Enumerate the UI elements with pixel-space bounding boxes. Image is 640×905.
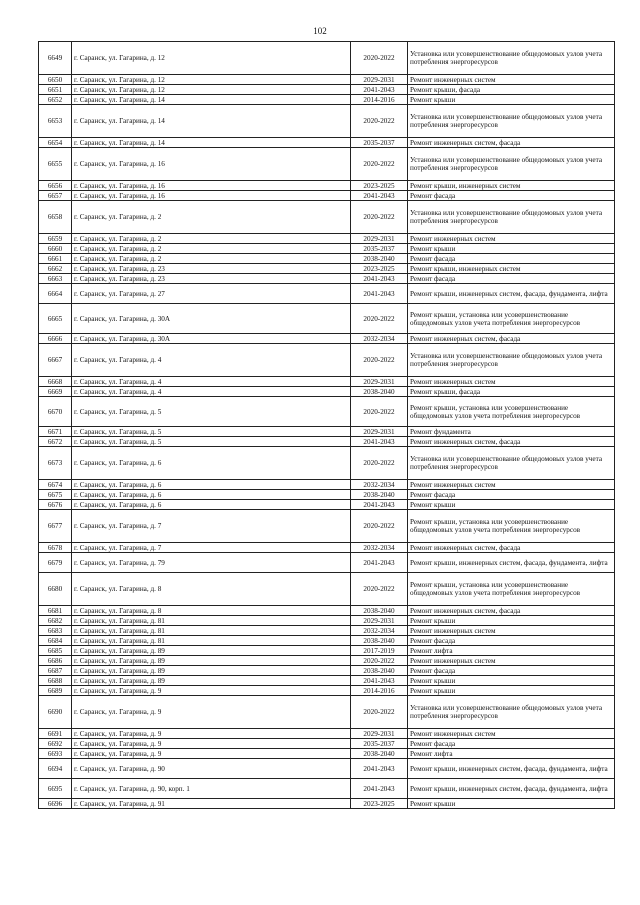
row-address: г. Саранск, ул. Гагарина, д. 23 xyxy=(72,264,351,274)
row-address: г. Саранск, ул. Гагарина, д. 6 xyxy=(72,447,351,480)
row-number: 6687 xyxy=(39,666,72,676)
row-number: 6659 xyxy=(39,234,72,244)
row-period: 2023-2025 xyxy=(351,264,408,274)
row-address: г. Саранск, ул. Гагарина, д. 8 xyxy=(72,573,351,606)
row-number: 6663 xyxy=(39,274,72,284)
table-row xyxy=(39,616,615,626)
row-period: 2041-2043 xyxy=(351,437,408,447)
row-period: 2020-2022 xyxy=(351,397,408,427)
row-work-type: Ремонт крыши, инженерных систем, фасада, фундамента, лифта xyxy=(408,779,615,799)
row-work-type: Установка или усовершенствование общедомовых узлов учета потребления энергоресурсов xyxy=(408,148,615,181)
row-period: 2032-2034 xyxy=(351,543,408,553)
table-row xyxy=(39,626,615,636)
row-number: 6668 xyxy=(39,377,72,387)
row-address: г. Саранск, ул. Гагарина, д. 16 xyxy=(72,181,351,191)
row-work-type: Ремонт фасада xyxy=(408,274,615,284)
row-address: г. Саранск, ул. Гагарина, д. 14 xyxy=(72,105,351,138)
row-number: 6657 xyxy=(39,191,72,201)
row-period: 2029-2031 xyxy=(351,75,408,85)
row-address: г. Саранск, ул. Гагарина, д. 12 xyxy=(72,75,351,85)
row-address: г. Саранск, ул. Гагарина, д. 2 xyxy=(72,244,351,254)
table-row xyxy=(39,543,615,553)
row-period: 2020-2022 xyxy=(351,447,408,480)
row-period: 2020-2022 xyxy=(351,201,408,234)
row-address: г. Саранск, ул. Гагарина, д. 27 xyxy=(72,284,351,304)
row-work-type: Ремонт фасада xyxy=(408,636,615,646)
row-number: 6650 xyxy=(39,75,72,85)
row-number: 6660 xyxy=(39,244,72,254)
row-period: 2029-2031 xyxy=(351,616,408,626)
row-number: 6673 xyxy=(39,447,72,480)
row-period: 2038-2040 xyxy=(351,387,408,397)
row-work-type: Ремонт инженерных систем xyxy=(408,626,615,636)
table-row xyxy=(39,284,615,304)
row-work-type: Ремонт крыши, инженерных систем, фасада, фундамента, лифта xyxy=(408,553,615,573)
row-period: 2029-2031 xyxy=(351,427,408,437)
row-period: 2041-2043 xyxy=(351,284,408,304)
table-row xyxy=(39,686,615,696)
row-number: 6688 xyxy=(39,676,72,686)
row-number: 6654 xyxy=(39,138,72,148)
row-work-type: Ремонт крыши, фасада xyxy=(408,387,615,397)
row-work-type: Ремонт инженерных систем xyxy=(408,75,615,85)
row-period: 2041-2043 xyxy=(351,779,408,799)
row-address: г. Саранск, ул. Гагарина, д. 23 xyxy=(72,274,351,284)
table-row xyxy=(39,656,615,666)
row-work-type: Ремонт инженерных систем xyxy=(408,480,615,490)
row-work-type: Ремонт крыши xyxy=(408,676,615,686)
row-address: г. Саранск, ул. Гагарина, д. 7 xyxy=(72,543,351,553)
row-number: 6693 xyxy=(39,749,72,759)
table-row xyxy=(39,636,615,646)
table-row xyxy=(39,75,615,85)
row-work-type: Установка или усовершенствование общедомовых узлов учета потребления энергоресурсов xyxy=(408,42,615,75)
row-number: 6662 xyxy=(39,264,72,274)
row-work-type: Ремонт крыши, инженерных систем, фасада, фундамента, лифта xyxy=(408,759,615,779)
row-work-type: Ремонт инженерных систем xyxy=(408,656,615,666)
row-period: 2041-2043 xyxy=(351,676,408,686)
row-address: г. Саранск, ул. Гагарина, д. 9 xyxy=(72,729,351,739)
row-work-type: Ремонт фасада xyxy=(408,191,615,201)
row-work-type: Ремонт крыши xyxy=(408,799,615,809)
table-row xyxy=(39,304,615,334)
table-row xyxy=(39,749,615,759)
row-number: 6678 xyxy=(39,543,72,553)
row-work-type: Установка или усовершенствование общедомовых узлов учета потребления энергоресурсов xyxy=(408,344,615,377)
row-period: 2020-2022 xyxy=(351,304,408,334)
table-row xyxy=(39,606,615,616)
repair-schedule-table xyxy=(38,41,615,809)
row-number: 6656 xyxy=(39,181,72,191)
row-address: г. Саранск, ул. Гагарина, д. 12 xyxy=(72,42,351,75)
table-row xyxy=(39,729,615,739)
table-row xyxy=(39,234,615,244)
row-work-type: Ремонт фасада xyxy=(408,666,615,676)
row-number: 6681 xyxy=(39,606,72,616)
row-address: г. Саранск, ул. Гагарина, д. 89 xyxy=(72,656,351,666)
row-period: 2041-2043 xyxy=(351,85,408,95)
table-row xyxy=(39,377,615,387)
row-address: г. Саранск, ул. Гагарина, д. 5 xyxy=(72,437,351,447)
row-address: г. Саранск, ул. Гагарина, д. 5 xyxy=(72,397,351,427)
row-address: г. Саранск, ул. Гагарина, д. 8 xyxy=(72,606,351,616)
row-period: 2038-2040 xyxy=(351,254,408,264)
row-address: г. Саранск, ул. Гагарина, д. 90, корп. 1 xyxy=(72,779,351,799)
row-address: г. Саранск, ул. Гагарина, д. 9 xyxy=(72,686,351,696)
table-row xyxy=(39,191,615,201)
row-period: 2032-2034 xyxy=(351,626,408,636)
table-row xyxy=(39,799,615,809)
row-address: г. Саранск, ул. Гагарина, д. 2 xyxy=(72,254,351,264)
row-number: 6658 xyxy=(39,201,72,234)
table-row xyxy=(39,397,615,427)
row-work-type: Ремонт крыши, инженерных систем xyxy=(408,264,615,274)
repair-schedule-body xyxy=(39,42,615,809)
row-work-type: Ремонт инженерных систем, фасада xyxy=(408,138,615,148)
row-address: г. Саранск, ул. Гагарина, д. 16 xyxy=(72,148,351,181)
table-row xyxy=(39,696,615,729)
row-address: г. Саранск, ул. Гагарина, д. 89 xyxy=(72,666,351,676)
table-row xyxy=(39,500,615,510)
table-row xyxy=(39,105,615,138)
table-row xyxy=(39,148,615,181)
table-row xyxy=(39,344,615,377)
row-work-type: Ремонт крыши, установка или усовершенствование общедомовых узлов учета потребления энергоресурсов xyxy=(408,397,615,427)
table-row xyxy=(39,95,615,105)
row-period: 2041-2043 xyxy=(351,759,408,779)
row-work-type: Ремонт крыши, фасада xyxy=(408,85,615,95)
table-row xyxy=(39,427,615,437)
row-number: 6679 xyxy=(39,553,72,573)
row-period: 2041-2043 xyxy=(351,191,408,201)
row-work-type: Установка или усовершенствование общедомовых узлов учета потребления энергоресурсов xyxy=(408,201,615,234)
row-work-type: Ремонт крыши xyxy=(408,244,615,254)
table-row xyxy=(39,274,615,284)
row-address: г. Саранск, ул. Гагарина, д. 89 xyxy=(72,646,351,656)
row-period: 2041-2043 xyxy=(351,553,408,573)
row-address: г. Саранск, ул. Гагарина, д. 7 xyxy=(72,510,351,543)
row-number: 6683 xyxy=(39,626,72,636)
row-period: 2017-2019 xyxy=(351,646,408,656)
row-address: г. Саранск, ул. Гагарина, д. 9 xyxy=(72,739,351,749)
row-work-type: Ремонт инженерных систем, фасада xyxy=(408,334,615,344)
row-period: 2020-2022 xyxy=(351,148,408,181)
row-work-type: Ремонт фундамента xyxy=(408,427,615,437)
table-row xyxy=(39,490,615,500)
row-number: 6682 xyxy=(39,616,72,626)
row-period: 2029-2031 xyxy=(351,234,408,244)
row-work-type: Ремонт крыши xyxy=(408,95,615,105)
row-number: 6695 xyxy=(39,779,72,799)
row-address: г. Саранск, ул. Гагарина, д. 90 xyxy=(72,759,351,779)
row-number: 6669 xyxy=(39,387,72,397)
row-address: г. Саранск, ул. Гагарина, д. 14 xyxy=(72,138,351,148)
table-row xyxy=(39,510,615,543)
row-work-type: Установка или усовершенствование общедомовых узлов учета потребления энергоресурсов xyxy=(408,105,615,138)
row-work-type: Ремонт крыши, установка или усовершенствование общедомовых узлов учета потребления энергоресурсов xyxy=(408,573,615,606)
table-row xyxy=(39,85,615,95)
row-work-type: Ремонт фасада xyxy=(408,254,615,264)
row-number: 6667 xyxy=(39,344,72,377)
row-period: 2041-2043 xyxy=(351,274,408,284)
row-work-type: Установка или усовершенствование общедомовых узлов учета потребления энергоресурсов xyxy=(408,447,615,480)
row-work-type: Ремонт инженерных систем, фасада xyxy=(408,437,615,447)
row-address: г. Саранск, ул. Гагарина, д. 12 xyxy=(72,85,351,95)
row-number: 6661 xyxy=(39,254,72,264)
table-row xyxy=(39,244,615,254)
table-row xyxy=(39,759,615,779)
page-number: 102 xyxy=(313,26,327,36)
row-number: 6664 xyxy=(39,284,72,304)
row-work-type: Ремонт инженерных систем xyxy=(408,377,615,387)
row-number: 6652 xyxy=(39,95,72,105)
row-period: 2032-2034 xyxy=(351,480,408,490)
row-period: 2038-2040 xyxy=(351,490,408,500)
row-address: г. Саранск, ул. Гагарина, д. 5 xyxy=(72,427,351,437)
row-number: 6696 xyxy=(39,799,72,809)
row-number: 6691 xyxy=(39,729,72,739)
row-work-type: Ремонт крыши xyxy=(408,616,615,626)
row-period: 2038-2040 xyxy=(351,749,408,759)
row-address: г. Саранск, ул. Гагарина, д. 9 xyxy=(72,696,351,729)
row-number: 6674 xyxy=(39,480,72,490)
table-row xyxy=(39,666,615,676)
row-address: г. Саранск, ул. Гагарина, д. 81 xyxy=(72,626,351,636)
table-row xyxy=(39,138,615,148)
row-number: 6670 xyxy=(39,397,72,427)
row-work-type: Ремонт крыши, установка или усовершенствование общедомовых узлов учета потребления энергоресурсов xyxy=(408,304,615,334)
row-work-type: Ремонт фасада xyxy=(408,739,615,749)
table-row xyxy=(39,646,615,656)
row-period: 2038-2040 xyxy=(351,666,408,676)
row-work-type: Ремонт инженерных систем xyxy=(408,729,615,739)
row-address: г. Саранск, ул. Гагарина, д. 79 xyxy=(72,553,351,573)
row-period: 2014-2016 xyxy=(351,686,408,696)
row-number: 6692 xyxy=(39,739,72,749)
row-period: 2020-2022 xyxy=(351,656,408,666)
row-period: 2023-2025 xyxy=(351,181,408,191)
row-number: 6655 xyxy=(39,148,72,181)
row-period: 2029-2031 xyxy=(351,377,408,387)
row-address: г. Саранск, ул. Гагарина, д. 16 xyxy=(72,191,351,201)
row-period: 2038-2040 xyxy=(351,636,408,646)
row-work-type: Ремонт фасада xyxy=(408,490,615,500)
row-number: 6694 xyxy=(39,759,72,779)
row-number: 6665 xyxy=(39,304,72,334)
row-address: г. Саранск, ул. Гагарина, д. 81 xyxy=(72,616,351,626)
row-work-type: Ремонт крыши, инженерных систем xyxy=(408,181,615,191)
table-row xyxy=(39,264,615,274)
row-address: г. Саранск, ул. Гагарина, д. 4 xyxy=(72,387,351,397)
row-number: 6671 xyxy=(39,427,72,437)
row-work-type: Ремонт крыши, инженерных систем, фасада, фундамента, лифта xyxy=(408,284,615,304)
row-address: г. Саранск, ул. Гагарина, д. 30А xyxy=(72,304,351,334)
row-address: г. Саранск, ул. Гагарина, д. 9 xyxy=(72,749,351,759)
table-row xyxy=(39,181,615,191)
row-number: 6684 xyxy=(39,636,72,646)
row-number: 6651 xyxy=(39,85,72,95)
table-row xyxy=(39,42,615,75)
row-period: 2035-2037 xyxy=(351,739,408,749)
row-work-type: Ремонт крыши xyxy=(408,686,615,696)
row-work-type: Ремонт инженерных систем, фасада xyxy=(408,606,615,616)
row-number: 6685 xyxy=(39,646,72,656)
row-work-type: Ремонт инженерных систем, фасада xyxy=(408,543,615,553)
row-address: г. Саранск, ул. Гагарина, д. 4 xyxy=(72,377,351,387)
row-period: 2020-2022 xyxy=(351,344,408,377)
row-address: г. Саранск, ул. Гагарина, д. 6 xyxy=(72,500,351,510)
row-period: 2020-2022 xyxy=(351,42,408,75)
row-number: 6680 xyxy=(39,573,72,606)
row-address: г. Саранск, ул. Гагарина, д. 89 xyxy=(72,676,351,686)
row-work-type: Ремонт крыши, установка или усовершенствование общедомовых узлов учета потребления энергоресурсов xyxy=(408,510,615,543)
row-period: 2020-2022 xyxy=(351,696,408,729)
table-row xyxy=(39,334,615,344)
row-address: г. Саранск, ул. Гагарина, д. 14 xyxy=(72,95,351,105)
row-address: г. Саранск, ул. Гагарина, д. 81 xyxy=(72,636,351,646)
row-period: 2029-2031 xyxy=(351,729,408,739)
row-address: г. Саранск, ул. Гагарина, д. 4 xyxy=(72,344,351,377)
row-number: 6677 xyxy=(39,510,72,543)
table-row xyxy=(39,387,615,397)
row-number: 6675 xyxy=(39,490,72,500)
row-number: 6676 xyxy=(39,500,72,510)
row-period: 2023-2025 xyxy=(351,799,408,809)
row-number: 6666 xyxy=(39,334,72,344)
row-period: 2014-2016 xyxy=(351,95,408,105)
row-work-type: Ремонт крыши xyxy=(408,500,615,510)
row-period: 2020-2022 xyxy=(351,510,408,543)
row-address: г. Саранск, ул. Гагарина, д. 91 xyxy=(72,799,351,809)
row-period: 2020-2022 xyxy=(351,573,408,606)
row-work-type: Ремонт лифта xyxy=(408,646,615,656)
table-row xyxy=(39,573,615,606)
table-row xyxy=(39,447,615,480)
row-number: 6690 xyxy=(39,696,72,729)
row-period: 2035-2037 xyxy=(351,138,408,148)
row-period: 2035-2037 xyxy=(351,244,408,254)
table-row xyxy=(39,779,615,799)
row-number: 6649 xyxy=(39,42,72,75)
row-period: 2020-2022 xyxy=(351,105,408,138)
row-address: г. Саранск, ул. Гагарина, д. 2 xyxy=(72,234,351,244)
table-row xyxy=(39,480,615,490)
row-work-type: Установка или усовершенствование общедомовых узлов учета потребления энергоресурсов xyxy=(408,696,615,729)
row-number: 6672 xyxy=(39,437,72,447)
table-row xyxy=(39,437,615,447)
row-period: 2032-2034 xyxy=(351,334,408,344)
table-row xyxy=(39,201,615,234)
table-row xyxy=(39,553,615,573)
row-number: 6686 xyxy=(39,656,72,666)
row-address: г. Саранск, ул. Гагарина, д. 30А xyxy=(72,334,351,344)
row-number: 6689 xyxy=(39,686,72,696)
row-number: 6653 xyxy=(39,105,72,138)
row-address: г. Саранск, ул. Гагарина, д. 6 xyxy=(72,480,351,490)
row-period: 2038-2040 xyxy=(351,606,408,616)
row-work-type: Ремонт инженерных систем xyxy=(408,234,615,244)
table-row xyxy=(39,676,615,686)
row-work-type: Ремонт лифта xyxy=(408,749,615,759)
row-address: г. Саранск, ул. Гагарина, д. 6 xyxy=(72,490,351,500)
row-period: 2041-2043 xyxy=(351,500,408,510)
row-address: г. Саранск, ул. Гагарина, д. 2 xyxy=(72,201,351,234)
table-row xyxy=(39,739,615,749)
table-row xyxy=(39,254,615,264)
